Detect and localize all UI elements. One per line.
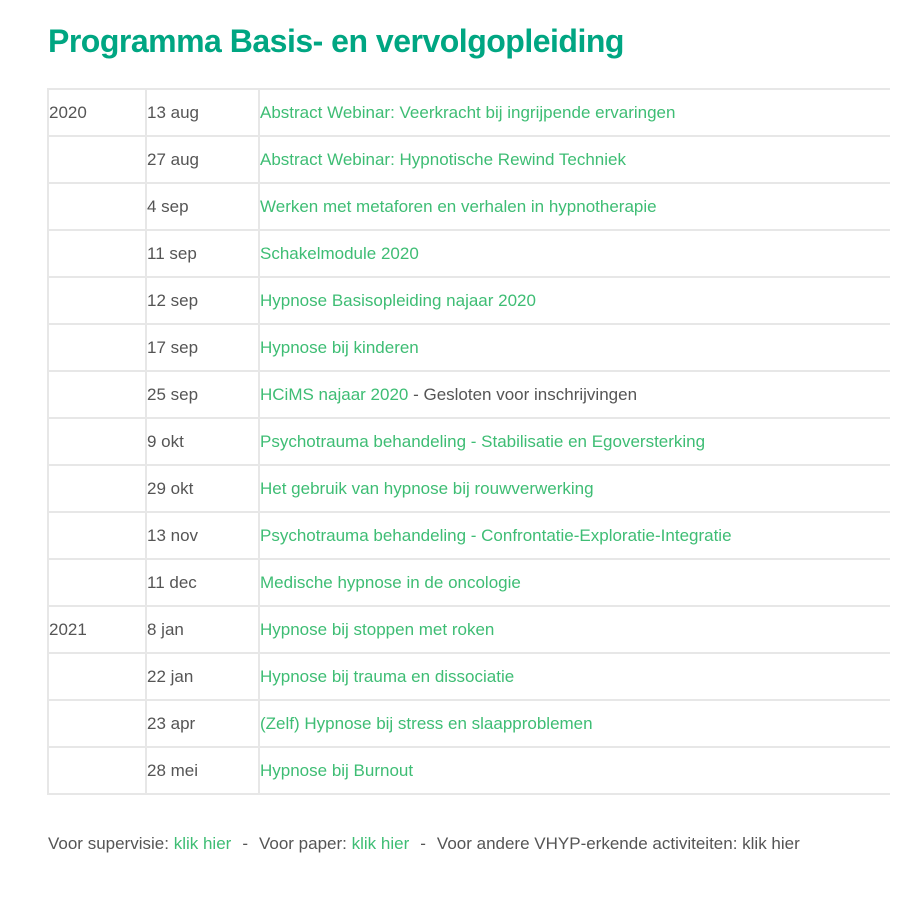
- date-cell: 4 sep: [146, 183, 259, 230]
- course-link[interactable]: Abstract Webinar: Hypnotische Rewind Techniek: [260, 149, 626, 169]
- course-link[interactable]: Hypnose bij kinderen: [260, 337, 419, 357]
- date-cell: 11 dec: [146, 559, 259, 606]
- date-cell: 12 sep: [146, 277, 259, 324]
- footer-label-supervisie: Voor supervisie:: [48, 834, 169, 853]
- program-table-body: [48, 89, 890, 794]
- year-cell: [48, 371, 146, 418]
- course-cell: [259, 183, 890, 230]
- course-link[interactable]: Medische hypnose in de oncologie: [260, 572, 521, 592]
- course-link[interactable]: Hypnose Basisopleiding najaar 2020: [260, 290, 536, 310]
- date-cell: 29 okt: [146, 465, 259, 512]
- course-link[interactable]: Het gebruik van hypnose bij rouwverwerking: [260, 478, 594, 498]
- course-link[interactable]: HCiMS najaar 2020: [260, 384, 409, 404]
- course-cell: [259, 747, 890, 794]
- date-cell: 8 jan: [146, 606, 259, 653]
- course-cell: [259, 512, 890, 559]
- table-row: [48, 465, 890, 512]
- course-cell: [259, 606, 890, 653]
- table-row: [48, 230, 890, 277]
- course-link[interactable]: Werken met metaforen en verhalen in hypnotherapie: [260, 196, 657, 216]
- year-cell: [48, 136, 146, 183]
- date-cell: 17 sep: [146, 324, 259, 371]
- course-cell: [259, 277, 890, 324]
- course-link[interactable]: Hypnose bij Burnout: [260, 760, 414, 780]
- year-cell: [48, 324, 146, 371]
- table-row: [48, 324, 890, 371]
- course-link[interactable]: (Zelf) Hypnose bij stress en slaapproblemen: [260, 713, 593, 733]
- date-cell: 28 mei: [146, 747, 259, 794]
- year-cell: [48, 653, 146, 700]
- date-cell: 13 aug: [146, 89, 259, 136]
- year-cell: [48, 277, 146, 324]
- year-cell: [48, 512, 146, 559]
- table-row: [48, 183, 890, 230]
- course-link[interactable]: Hypnose bij stoppen met roken: [260, 619, 495, 639]
- course-cell: [259, 371, 890, 418]
- table-row: [48, 371, 890, 418]
- date-cell: 22 jan: [146, 653, 259, 700]
- footer-link-paper[interactable]: klik hier: [351, 834, 410, 853]
- program-table: [47, 88, 890, 795]
- year-cell: 2020: [48, 89, 146, 136]
- table-row: [48, 700, 890, 747]
- course-cell: [259, 230, 890, 277]
- footer-links: [48, 834, 900, 854]
- date-cell: 11 sep: [146, 230, 259, 277]
- year-cell: [48, 747, 146, 794]
- course-cell: [259, 700, 890, 747]
- year-cell: [48, 465, 146, 512]
- table-row: [48, 606, 890, 653]
- footer-link-supervisie[interactable]: klik hier: [173, 834, 232, 853]
- footer-label-paper: Voor paper:: [258, 834, 347, 853]
- footer-separator: -: [420, 834, 426, 853]
- course-cell: [259, 465, 890, 512]
- year-cell: [48, 230, 146, 277]
- course-suffix: - Gesloten voor inschrijvingen: [408, 384, 638, 404]
- date-cell: 13 nov: [146, 512, 259, 559]
- date-cell: 23 apr: [146, 700, 259, 747]
- table-row: [48, 653, 890, 700]
- course-link[interactable]: Psychotrauma behandeling - Stabilisatie en Egoversterking: [260, 431, 706, 451]
- date-cell: 9 okt: [146, 418, 259, 465]
- year-cell: [48, 183, 146, 230]
- course-cell: [259, 418, 890, 465]
- course-cell: [259, 136, 890, 183]
- course-link[interactable]: Psychotrauma behandeling - Confrontatie-Exploratie-Integratie: [260, 525, 732, 545]
- footer-label-other: Voor andere VHYP-erkende activiteiten: klik hier: [436, 834, 800, 853]
- table-row: [48, 277, 890, 324]
- course-cell: [259, 324, 890, 371]
- year-cell: [48, 700, 146, 747]
- course-cell: [259, 89, 890, 136]
- course-link[interactable]: Abstract Webinar: Veerkracht bij ingrijpende ervaringen: [260, 102, 676, 122]
- date-cell: 25 sep: [146, 371, 259, 418]
- year-cell: [48, 559, 146, 606]
- date-cell: 27 aug: [146, 136, 259, 183]
- year-cell: 2021: [48, 606, 146, 653]
- course-cell: [259, 653, 890, 700]
- page-title: Programma Basis- en vervolgopleiding: [48, 23, 624, 59]
- table-row: [48, 136, 890, 183]
- year-cell: [48, 418, 146, 465]
- table-row: [48, 559, 890, 606]
- table-row: [48, 512, 890, 559]
- course-link[interactable]: Hypnose bij trauma en dissociatie: [260, 666, 515, 686]
- table-row: [48, 418, 890, 465]
- table-row: [48, 89, 890, 136]
- course-cell: [259, 559, 890, 606]
- table-row: [48, 747, 890, 794]
- course-link[interactable]: Schakelmodule 2020: [260, 243, 419, 263]
- footer-separator: -: [242, 834, 248, 853]
